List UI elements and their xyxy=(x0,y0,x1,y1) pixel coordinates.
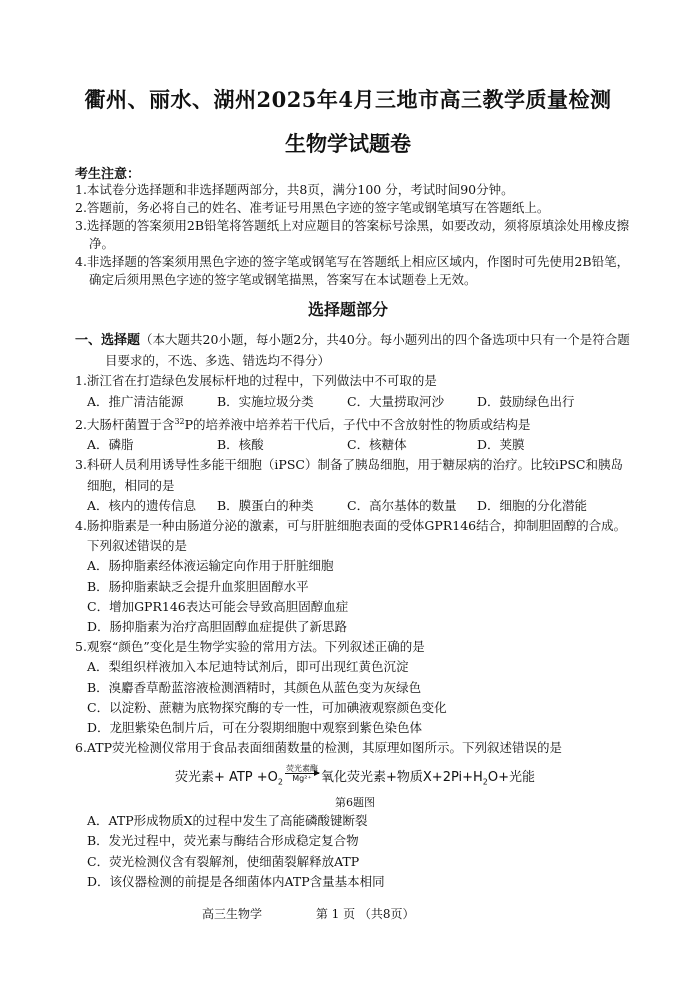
option: A．核内的遗传信息 xyxy=(87,497,197,513)
part-description: （本大题共20小题，每小题2分，共40分。每小题列出的四个备选项中只有一个是符合题目要求的，不选、多选、错选均不得分） xyxy=(105,332,630,369)
part-heading xyxy=(75,330,635,371)
option: A．肠抑脂素经体液运输定向作用于肝脏细胞 xyxy=(87,558,334,574)
formula-subscript: 2 xyxy=(277,778,283,788)
option: A．磷脂 xyxy=(87,437,134,453)
formula-products: 氧化荧光素+物质X+2Pi+H xyxy=(321,770,483,786)
question-2-stem xyxy=(75,412,635,435)
question-3-options xyxy=(75,496,635,516)
question-4-stem: 4.肠抑脂素是一种由肠道分泌的激素，可与肝脏细胞表面的受体GPR146结合，抑制胆固醇的合成。下列叙述错误的是 xyxy=(75,517,627,554)
footer-subject: 高三生物学 xyxy=(202,907,263,921)
question-3-stem: 3.科研人员利用诱导性多能干细胞（iPSC）制备了胰岛细胞，用于糖尿病的治疗。比较iPSC和胰岛细胞，相同的是 xyxy=(75,457,623,493)
exam-subtitle: 生物学试题卷 xyxy=(285,131,411,156)
question-6-stem: 6.ATP荧光检测仪常用于食品表面细菌数量的检测，其原理如图所示。下列叙述错误的是 xyxy=(75,740,563,756)
reaction-arrow-icon xyxy=(285,764,319,783)
option: B．实施垃圾分类 xyxy=(217,393,314,409)
notice-item: 3.选择题的答案须用2B铅笔将答题纸上对应题目的答案标号涂黑，如要改动，须将原填涂处用橡皮擦净。 xyxy=(75,218,630,251)
question-2-options xyxy=(75,435,635,455)
option: A．ATP形成物质X的过程中发生了高能磷酸键断裂 xyxy=(87,813,368,829)
reaction-formula xyxy=(75,764,635,793)
footer-page-number: 第 1 页 （共8页） xyxy=(315,907,415,921)
option: B．肠抑脂素缺乏会提升血浆胆固醇水平 xyxy=(87,578,309,594)
option: A．推广清洁能源 xyxy=(87,393,184,409)
option: C．荧光检测仪含有裂解剂，使细菌裂解释放ATP xyxy=(87,853,360,869)
option: D．荚膜 xyxy=(477,437,525,453)
notice-heading: 考生注意： xyxy=(75,167,141,182)
part-label: 一、选择题 xyxy=(75,333,141,348)
question-1-options xyxy=(75,392,635,412)
option: D．鼓励绿色出行 xyxy=(477,393,575,409)
option: C．核糖体 xyxy=(347,437,407,453)
option: D．龙胆紫染色制片后，可在分裂期细胞中观察到紫色染色体 xyxy=(87,720,423,736)
option: B．膜蛋白的种类 xyxy=(217,497,314,513)
arrow-catalyst: 荧光素酶 xyxy=(286,764,318,774)
exam-title: 衢州、丽水、湖州2025年4月三地市高三教学质量检测 xyxy=(84,87,612,112)
stem-text: 2.大肠杆菌置于含 xyxy=(75,416,175,432)
question-1-stem: 1.浙江省在打造绿色发展标杆地的过程中，下列做法中不可取的是 xyxy=(75,373,437,389)
option: A．梨组织样液加入本尼迪特试剂后，即可出现红黄色沉淀 xyxy=(87,659,409,675)
figure-caption: 第6题图 xyxy=(335,796,375,810)
section-title: 选择题部分 xyxy=(307,300,388,319)
questions xyxy=(75,330,635,892)
isotope-superscript: 32 xyxy=(174,416,185,426)
option: B．核酸 xyxy=(217,437,264,453)
option: D．肠抑脂素为治疗高胆固醇血症提供了新思路 xyxy=(87,619,348,634)
notice-list xyxy=(75,181,635,289)
notice-item: 1.本试卷分选择题和非选择题两部分，共8页，满分100 分，考试时间90分钟。 xyxy=(75,182,514,197)
option: C．高尔基体的数量 xyxy=(347,497,457,513)
formula-products-end: O+光能 xyxy=(487,770,536,786)
option: B．溴麝香草酚蓝溶液检测酒精时，其颜色从蓝色变为灰绿色 xyxy=(87,679,422,695)
notice-item: 4.非选择题的答案须用黑色字迹的签字笔或钢笔写在答题纸上相应区域内，作图时可先使用2B铅笔，确定后须用黑色字迹的签字笔或钢笔描黑，答案写在本试题卷上无效。 xyxy=(75,254,630,287)
option: D．细胞的分化潜能 xyxy=(477,497,588,513)
option: B．发光过程中，荧光素与酶结合形成稳定复合物 xyxy=(87,833,359,849)
option: C．大量捞取河沙 xyxy=(347,393,445,409)
option: C．以淀粉、蔗糖为底物探究酶的专一性，可加碘液观察颜色变化 xyxy=(87,699,447,715)
option: D．该仪器检测的前提是各细菌体内ATP含量基本相同 xyxy=(87,873,385,889)
formula-subscript: 2 xyxy=(482,778,488,788)
page-footer xyxy=(202,905,415,922)
stem-text: P的培养液中培养若干代后，子代中不含放射性的物质或结构是 xyxy=(184,416,531,432)
formula-reactants: 荧光素+ ATP +O xyxy=(174,770,278,786)
option: C．增加GPR146表达可能会导致高胆固醇血症 xyxy=(87,598,349,614)
question-5-stem: 5.观察“颜色”变化是生物学实验的常用方法。下列叙述正确的是 xyxy=(75,639,425,655)
notice-item: 2.答题前，务必将自己的姓名、准考证号用黑色字迹的签字笔或钢笔填写在答题纸上。 xyxy=(75,200,550,215)
arrow-cofactor: Mg²⁺ xyxy=(292,774,312,784)
